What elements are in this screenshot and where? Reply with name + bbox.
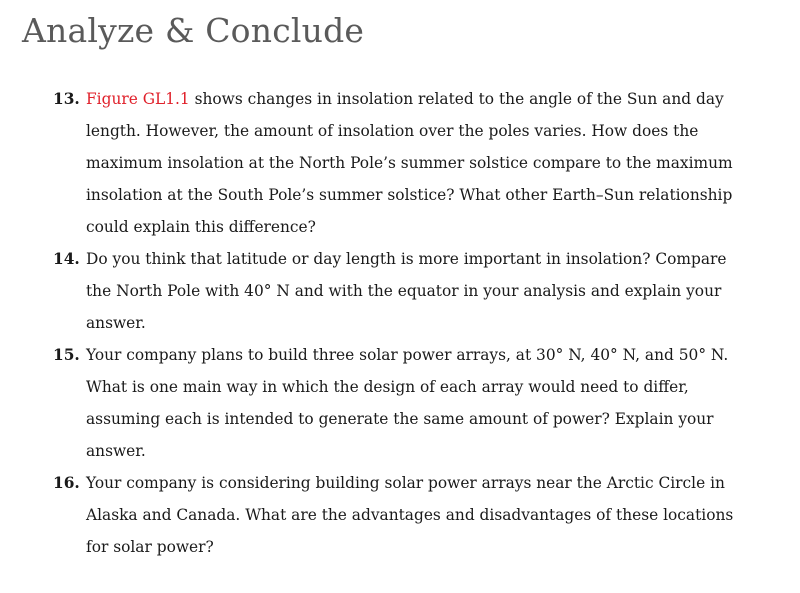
question-number: 16.: [53, 474, 80, 492]
question-15: [53, 339, 755, 467]
question-16: [53, 467, 755, 563]
question-number: 14.: [53, 250, 80, 268]
question-number: 13.: [53, 90, 80, 108]
question-text: shows changes in insolation related to the angle of the Sun and day length. However, the amount of insolation over the poles varies. How does the maximum insolation at the North Pole’s summer solstice compare to the maximum insolation at the South Pole’s summer solstice? What other Earth–Sun relationship could explain this difference?: [86, 90, 733, 236]
question-13: [53, 83, 755, 243]
question-text: Your company plans to build three solar power arrays, at 30° N, 40° N, and 50° N. What is one main way in which the design of each array would need to differ, assuming each is intended to generate the same amount of power? Explain your answer.: [86, 346, 729, 460]
question-number: 15.: [53, 346, 80, 364]
question-text: Do you think that latitude or day length is more important in insolation? Compare the North Pole with 40° N and with the equator in your analysis and explain your answer.: [86, 250, 727, 332]
figure-link[interactable]: Figure GL1.1: [86, 90, 190, 108]
question-text: Your company is considering building solar power arrays near the Arctic Circle in Alaska and Canada. What are the advantages and disadvantages of these locations for solar power?: [86, 474, 734, 556]
question-14: [53, 243, 755, 339]
question-list: [53, 83, 755, 563]
page-title: Analyze & Conclude: [22, 11, 365, 50]
